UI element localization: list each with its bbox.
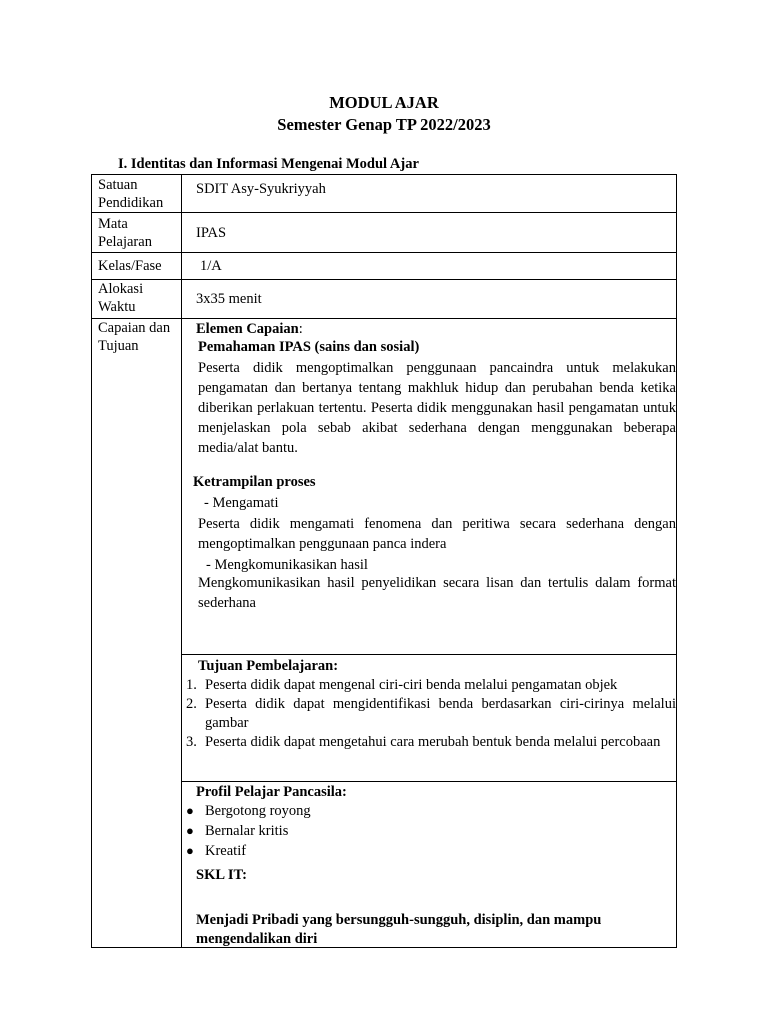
row-value-mata-pelajaran: IPAS [196, 225, 227, 241]
document-title: MODUL AJAR [329, 93, 439, 112]
row-value-satuan-pendidikan: SDIT Asy-Syukriyyah [196, 181, 326, 197]
row-label-capaian-tujuan: Capaian dan Tujuan [98, 320, 171, 354]
capaian-paragraph: Peserta didik mengoptimalkan penggunaan pancaindra untuk melakukan pengamatan dan bertanya tentang makhluk hidup dan perubahan benda ketika diberikan perlakuan tertentu. Peserta didik menggunakan hasil pengamatan untuk menjelaskan pola sebab akibat sederhana dengan menggunakan beberapa media/alat bantu. [198, 360, 676, 456]
profil-pelajar-heading: Profil Pelajar Pancasila: [196, 784, 347, 800]
list-item: 3. Peserta didik dapat mengetahui cara merubah bentuk benda melalui percobaan [186, 734, 661, 750]
section-heading: I. Identitas dan Informasi Mengenai Modul Ajar [118, 156, 419, 172]
skl-it-text: Menjadi Pribadi yang bersungguh-sungguh, disiplin, dan mampu mengendalikan diri [196, 912, 602, 947]
row-label-alokasi-waktu: Alokasi Waktu [98, 281, 144, 315]
ketrampilan-proses-heading: Ketrampilan proses [193, 474, 316, 490]
identity-table [91, 174, 677, 948]
list-item: 2. Peserta didik dapat mengidentifikasi benda berdasarkan ciri-cirinya melalui gambar [186, 696, 676, 731]
elemen-capaian-heading: Elemen Capaian: [196, 321, 303, 337]
bullet-icon: ● [186, 843, 194, 858]
row-label-satuan-pendidikan: Satuan Pendidikan [98, 177, 164, 211]
list-item: ● Bergotong royong [186, 803, 311, 819]
row-value-kelas-fase: 1/A [200, 258, 222, 274]
skill-mengamati-label: - Mengamati [204, 495, 279, 511]
skl-it-heading: SKL IT: [196, 867, 247, 883]
row-divider [92, 252, 676, 253]
profil-list [186, 801, 311, 861]
skill-mengkomunikasikan-text: Mengkomunikasikan hasil penyelidikan secara lisan dan tertulis dalam format sederhana [198, 575, 676, 611]
skill-mengkomunikasikan-label: - Mengkomunikasikan hasil [206, 557, 368, 573]
row-divider [92, 212, 676, 213]
skill-mengamati-text: Peserta didik mengamati fenomena dan peritiwa secara sederhana dengan mengoptimalkan penggunaan panca indera [198, 516, 676, 552]
row-value-alokasi-waktu: 3x35 menit [196, 291, 262, 307]
pemahaman-ipas-heading: Pemahaman IPAS (sains dan sosial) [198, 339, 420, 355]
list-item: ● Kreatif [186, 843, 247, 859]
tujuan-pembelajaran-heading: Tujuan Pembelajaran: [198, 658, 339, 674]
row-label-mata-pelajaran: Mata Pelajaran [98, 216, 152, 250]
tujuan-list [186, 676, 676, 752]
list-item: ● Bernalar kritis [186, 823, 289, 839]
document-subtitle: Semester Genap TP 2022/2023 [277, 115, 491, 134]
bullet-icon: ● [186, 823, 194, 838]
list-item: 1. Peserta didik dapat mengenal ciri-ciri benda melalui pengamatan objek [186, 677, 618, 693]
row-label-kelas-fase: Kelas/Fase [98, 258, 162, 274]
row-divider [182, 654, 676, 655]
bullet-icon: ● [186, 803, 194, 818]
